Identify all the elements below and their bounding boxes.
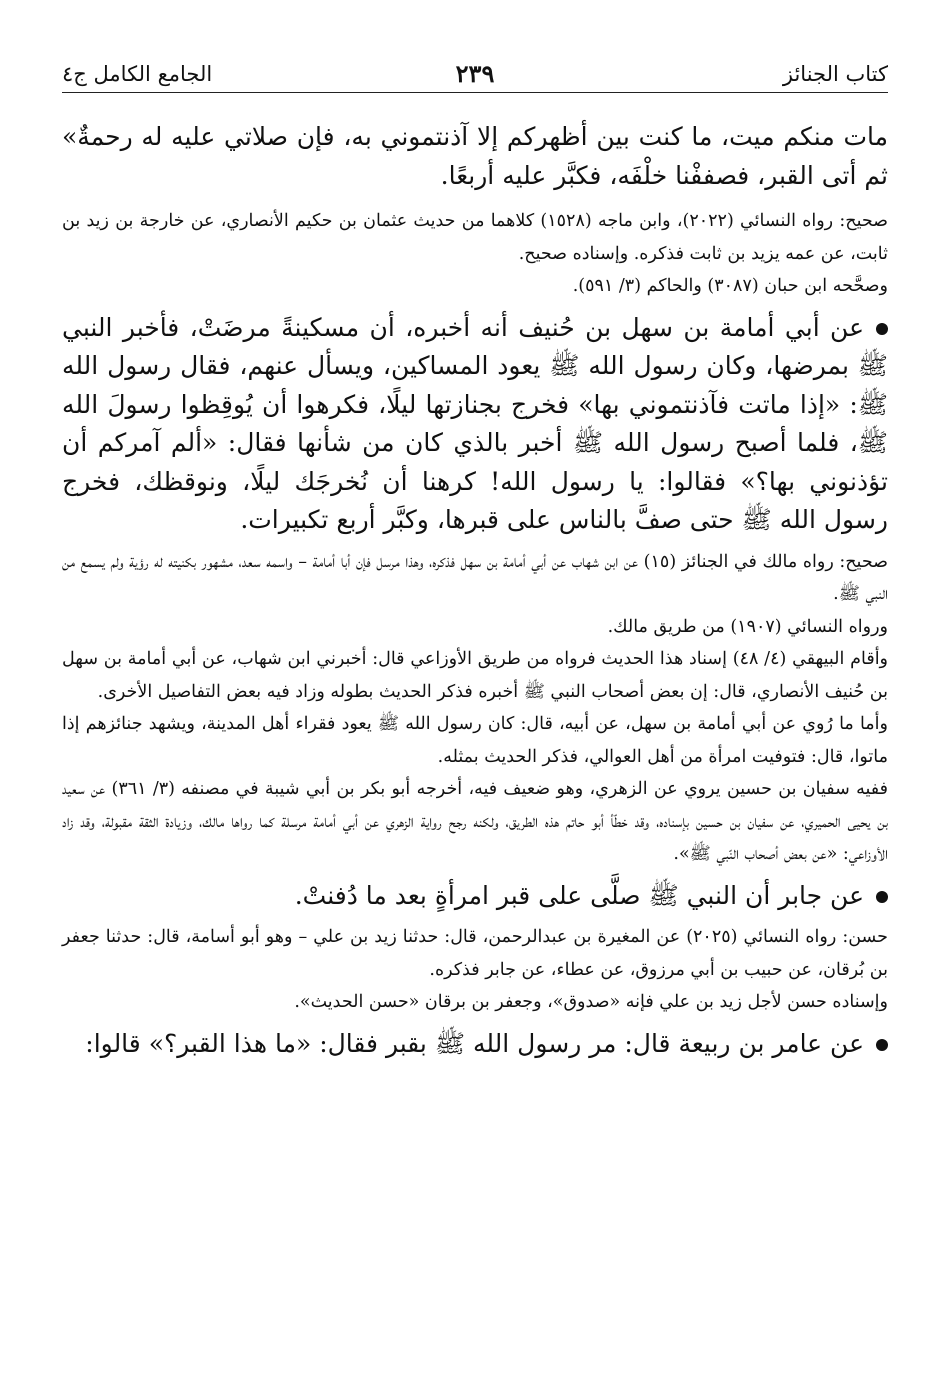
takhrij-note: حسن: رواه النسائي (٢٠٢٥) عن المغيرة بن عبدالرحمن، قال: حدثنا زيد بن علي – وهو أبو أسامة، قال: حدثنا جعفر بن بُرقان، عن حبيب بن أبي مرزوق، عن عطاء، عن جابر فذكره. bbox=[62, 927, 888, 980]
hadith-paragraph bbox=[62, 1025, 888, 1064]
hadith-text: عن عامر بن ربيعة قال: مر رسول الله ﷺ بقبر فقال: «ما هذا القبر؟» قالوا: bbox=[85, 1028, 864, 1058]
page-body bbox=[62, 118, 888, 1063]
takhrij-note: ففيه سفيان بن حسين يروي عن الزهري، وهو ضعيف فيه، أخرجه أبو بكر بن أبي شيبة في مصنفه (٣/ ٣٦١) عن سعيد بن يحيى الحميري، عن سفيان بن حسين بإسناده، وقد خطّأ أبو حاتم هذه الطريق، ولكنه رجح رواية الزهري عن أبي أمامة مرسلة كما رواها مالك، وزيادة الثقة مقبولة، وقد زاد الأوزاعي: «عن بعض أصحاب النّبي ﷺ». bbox=[62, 779, 888, 864]
hadith-paragraph bbox=[62, 309, 888, 540]
takhrij-note: وأما ما رُوي عن أبي أمامة بن سهل، عن أبيه، قال: كان رسول الله ﷺ يعود فقراء أهل المدينة، ويشهد جنائزهم إذا ماتوا، قال: فتوفيت امرأة من أهل العوالي، فذكر الحديث بمثله. bbox=[62, 714, 888, 767]
bullet-icon bbox=[876, 891, 888, 903]
series-title: الجامع الكامل ج٤ bbox=[62, 62, 213, 86]
hadith-paragraph bbox=[62, 877, 888, 916]
bullet-icon bbox=[876, 323, 888, 335]
hadith-text: عن أبي أمامة بن سهل بن حُنيف أنه أخبره، أن مسكينةً مرضَتْ، فأخبر النبي ﷺ بمرضها، وكان رسول الله ﷺ يعود المساكين، ويسأل عنهم، فقال رسول الله ﷺ: «إذا ماتت فآذنتموني بها» فخرج بجنازتها ليلًا، فكرهوا أن يُوقِظوا رسولَ الله ﷺ، فلما أصبح رسول الله ﷺ أخبر بالذي كان من شأنها فقال: «ألم آمركم أن تؤذنوني بها؟» فقالوا: يا رسول الله! كرهنا أن نُخرجَك ليلًا، ونوقظك، فخرج رسول الله ﷺ حتى صفَّ بالناس على قبرها، وكبَّر أربع تكبيرات. bbox=[62, 312, 888, 534]
book-title: كتاب الجنائز bbox=[782, 62, 888, 86]
hadith-text: عن جابر أن النبي ﷺ صلَّى على قبر امرأةٍ بعد ما دُفنتْ. bbox=[294, 880, 864, 910]
takhrij-note: وصحَّحه ابن حبان (٣٠٨٧) والحاكم (٣/ ٥٩١). bbox=[572, 276, 888, 296]
takhrij-note: وأقام البيهقي (٤/ ٤٨) إسناد هذا الحديث فرواه من طريق الأوزاعي قال: أخبرني ابن شهاب، عن أبي أمامة بن سهل بن حُنيف الأنصاري، قال: إن بعض أصحاب النبي ﷺ أخبره فذكر الحديث بطوله وزاد فيه بعض التفاصيل الأخرى. bbox=[62, 649, 889, 702]
page-number: ٢٣٩ bbox=[455, 59, 495, 88]
takhrij-note: صحيح: رواه النسائي (٢٠٢٢)، وابن ماجه (١٥٢٨) كلاهما من حديث عثمان بن حكيم الأنصاري، عن خارجة بن زيد بن ثابت، عن عمه يزيد بن ثابت فذكره. وإسناده صحيح. bbox=[62, 211, 889, 264]
hadith-continuation: مات منكم ميت، ما كنت بين أظهركم إلا آذنتموني به، فإن صلاتي عليه له رحمةٌ» ثم أتى القبر، فصففْنا خلْفَه، فكبَّر عليه أربعًا. bbox=[62, 122, 888, 190]
takhrij-note: ورواه النسائي (١٩٠٧) من طريق مالك. bbox=[607, 616, 888, 637]
takhrij-note: وإسناده حسن لأجل زيد بن علي فإنه «صدوق»، وجعفر بن برقان «حسن الحديث». bbox=[294, 992, 888, 1012]
takhrij-note: صحيح: رواه مالك في الجنائز (١٥) عن ابن شهاب عن أبي أمامة بن سهل فذكره، وهذا مرسل فإن أبا أمامة – واسمه سعد، مشهور بكنيته له رؤية ولم يسمع من النبي ﷺ. bbox=[62, 551, 888, 604]
bullet-icon bbox=[876, 1039, 888, 1051]
running-header bbox=[62, 52, 888, 93]
